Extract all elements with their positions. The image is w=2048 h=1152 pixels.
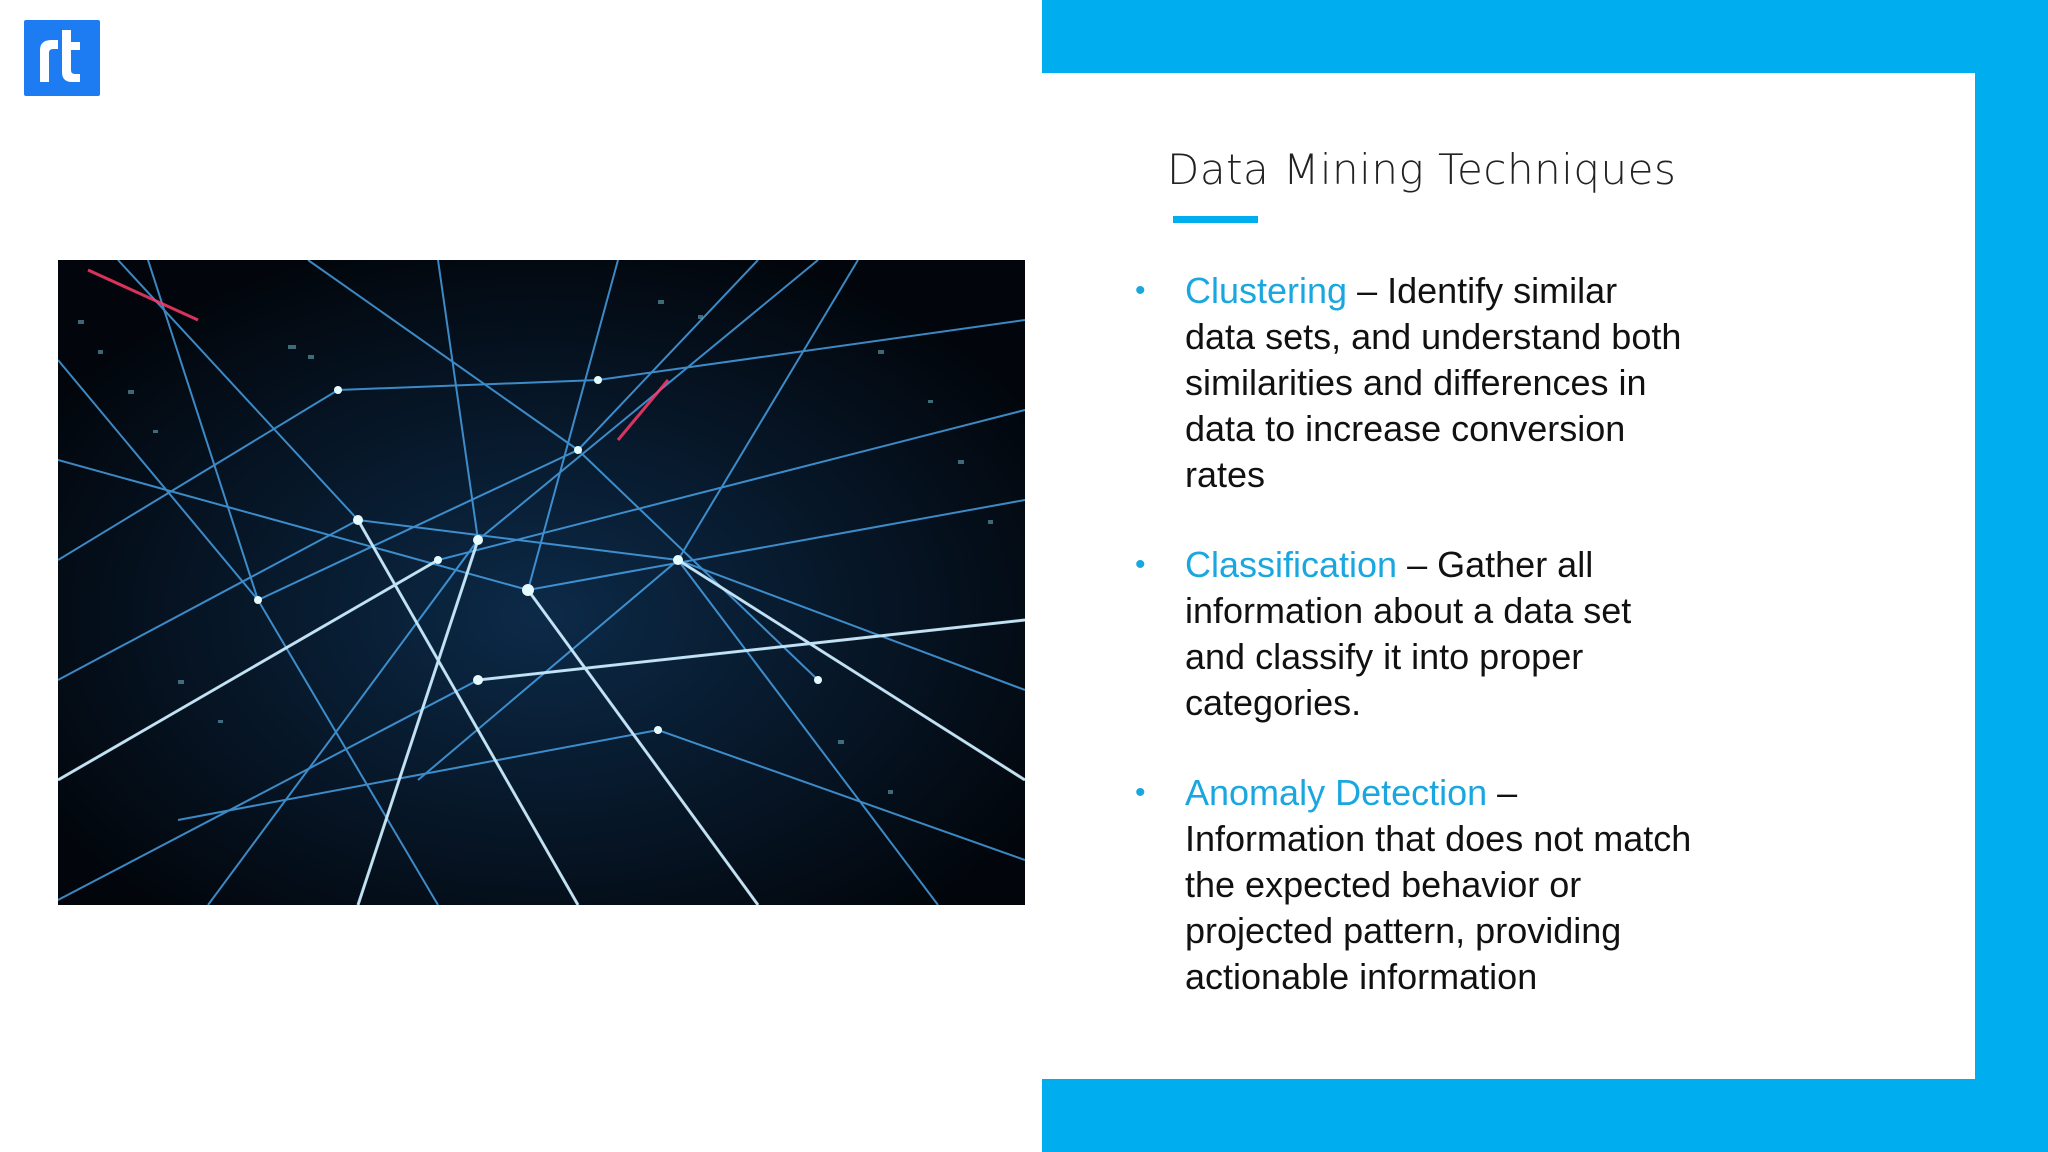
accent-band-top	[1042, 0, 2048, 73]
bullet-text: – Identify similar data sets, and understand both similarities and differences in data to increase conversion rates	[1185, 270, 1682, 495]
bullet-marker: •	[1135, 548, 1146, 581]
network-photo	[58, 260, 1025, 905]
bullet-text: – Information that does not match the expected behavior or projected pattern, providing actionable information	[1185, 772, 1692, 997]
rt-logo-icon	[24, 20, 100, 96]
bullet-term: Classification	[1185, 544, 1398, 585]
bullet-term: Clustering	[1185, 270, 1348, 311]
bullet-marker: •	[1135, 274, 1146, 307]
network-lines-image	[58, 260, 1025, 905]
bullet-list	[1135, 268, 1695, 1044]
title-underline	[1173, 216, 1258, 223]
slide-title: Data Mining Techniques	[1167, 145, 1677, 194]
bullet-anomaly-detection	[1135, 770, 1695, 1000]
bullet-text: – Gather all information about a data set and classify it into proper categories.	[1185, 544, 1632, 723]
accent-band-right	[1975, 0, 2048, 1152]
accent-band-bottom	[1042, 1079, 2048, 1152]
bullet-clustering	[1135, 268, 1695, 498]
bullet-marker: •	[1135, 776, 1146, 809]
logo	[24, 20, 100, 96]
bullet-classification	[1135, 542, 1695, 726]
bullet-term: Anomaly Detection	[1185, 772, 1488, 813]
